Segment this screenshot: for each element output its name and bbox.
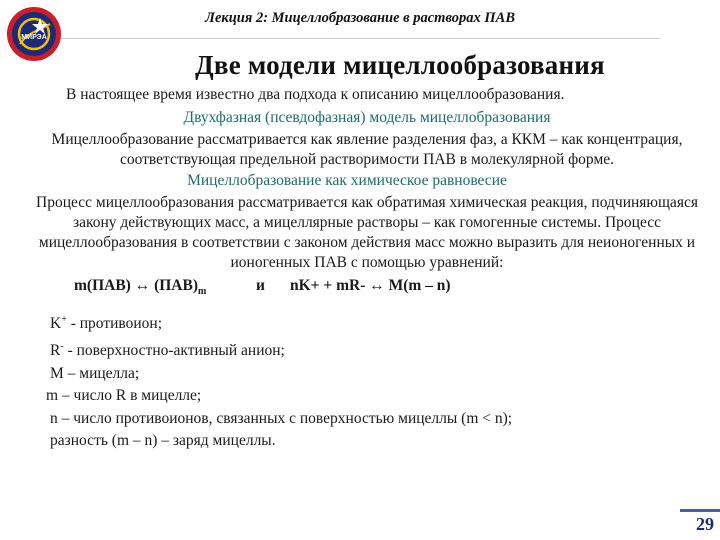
page-number: 29 — [696, 514, 714, 534]
equations — [34, 275, 700, 299]
equilibrium-arrow-icon: ↔ — [369, 277, 385, 294]
mirea-logo-icon — [6, 6, 62, 62]
legend-counterion: K+ - противоион; — [50, 314, 163, 333]
legend-micelle: M – мицелла; — [50, 364, 140, 382]
equation-conjunction: и — [256, 277, 265, 294]
model1-text: Мицеллообразование рассматривается как явление разделения фаз, а ККМ – как концентрация, соответствующая предельной растворимости ПАВ в молекулярной форме. — [51, 131, 683, 168]
lecture-title: Лекция 2: Мицеллобразование в растворах ПАВ — [205, 10, 515, 26]
equilibrium-arrow-icon: ↔ — [134, 277, 151, 294]
slide-body — [34, 84, 700, 453]
header-divider — [60, 38, 660, 39]
legend-anion: R- - поверхностно-активный анион; — [50, 340, 285, 359]
notation-legend — [34, 309, 700, 453]
nonionic-equation: m(ПАВ) ↔ $(ПАВ)_m$ — [74, 277, 207, 298]
logo-text: МИРЭА — [21, 34, 47, 41]
footer-accent-line — [680, 509, 720, 512]
model2-text: Процесс мицеллообразования рассматривается как обратимая химическая реакция, подчиняющаяся закону действующих масс, а мицеллярные растворы – как гомогенные системы. Процесс мицеллообразования в соответствии с законом действия масс можно выразить для неионогенных и ионогенных ПАВ с помощью уравнений: — [36, 194, 698, 271]
model2-heading: Мицеллобразование как химическое равновесие — [187, 172, 507, 189]
ionic-equation: nK+ + mR- ↔ M(m – n) — [290, 277, 451, 294]
legend-n-count: n – число противоионов, связанных с поверхностью мицеллы (m < n); — [50, 409, 513, 427]
slide-header — [0, 0, 720, 48]
slide-title: Две модели мицеллообразования — [195, 50, 605, 80]
legend-m-count: m – число R в мицелле; — [46, 387, 202, 405]
legend-charge: разность (m – n) – заряд мицеллы. — [50, 432, 276, 450]
model1-heading: Двухфазная (псевдофазная) модель мицеллобразования — [183, 109, 551, 126]
intro-text: В настоящее время известно два подхода к описанию мицеллообразования. — [66, 86, 565, 103]
